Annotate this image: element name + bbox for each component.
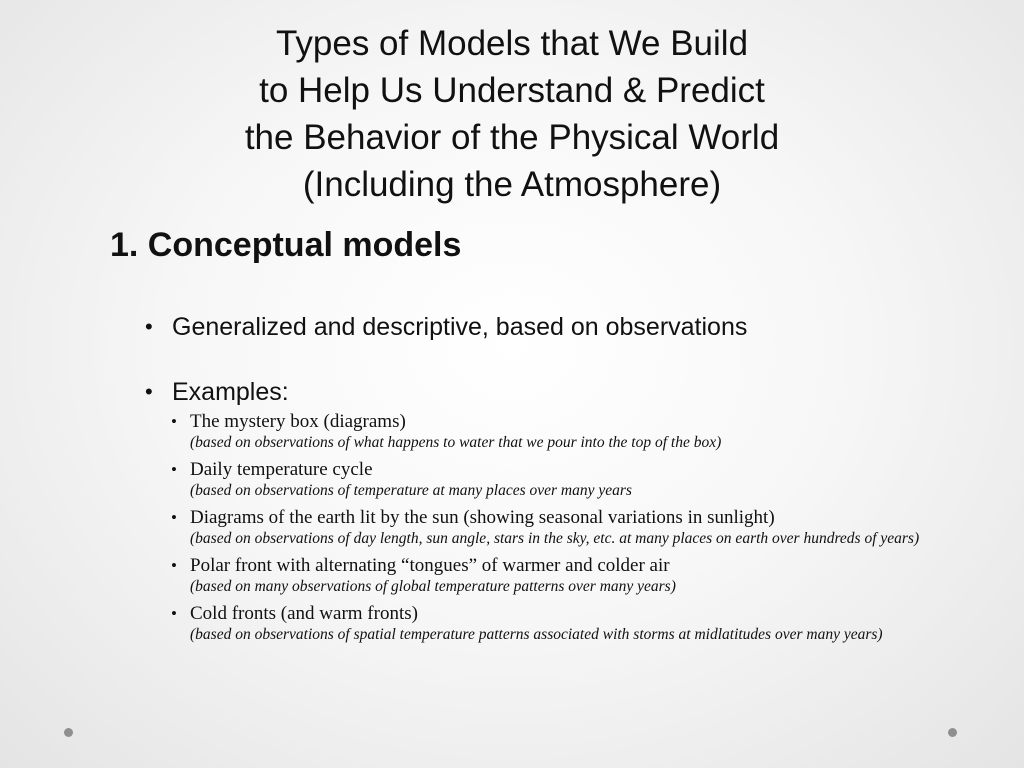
title-line: Types of Models that We Build <box>275 24 749 63</box>
bullet-icon: • <box>171 412 177 431</box>
example-note: (based on many observations of global temperature patterns over many years) <box>190 578 676 595</box>
example-item <box>171 459 961 501</box>
bullet-item <box>145 375 985 409</box>
example-text: The mystery box (diagrams) <box>190 411 406 432</box>
bullet-text: Examples: <box>172 378 289 406</box>
title-line: the Behavior of the Physical World <box>244 118 780 157</box>
example-text: Diagrams of the earth lit by the sun (showing seasonal variations in sunlight) <box>190 507 775 528</box>
example-item <box>171 555 961 597</box>
bullet-icon: • <box>145 314 153 339</box>
bullet-icon: • <box>171 556 177 575</box>
bullet-list <box>145 310 985 409</box>
example-note: (based on observations of day length, sun angle, stars in the sky, etc. at many places on earth over hundreds of years) <box>190 530 920 547</box>
example-text: Polar front with alternating “tongues” of warmer and colder air <box>190 555 670 576</box>
example-note: (based on observations of what happens to water that we pour into the top of the box) <box>190 434 722 451</box>
example-item <box>171 411 961 453</box>
example-note: (based on observations of spatial temperature patterns associated with storms at midlatitudes over many years) <box>190 626 883 643</box>
title-line: (Including the Atmosphere) <box>302 165 722 204</box>
example-note: (based on observations of temperature at many places over many years <box>190 482 632 499</box>
example-text: Cold fronts (and warm fronts) <box>190 603 418 624</box>
example-item <box>171 507 961 549</box>
example-item <box>171 603 961 645</box>
title-line: to Help Us Understand & Predict <box>259 71 765 110</box>
section-heading: 1. Conceptual models <box>110 226 462 264</box>
corner-dot-left-decoration <box>64 728 73 737</box>
bullet-icon: • <box>171 604 177 623</box>
bullet-icon: • <box>171 508 177 527</box>
slide-title <box>0 20 1024 208</box>
bullet-item <box>145 310 985 344</box>
corner-dot-right-decoration <box>948 728 957 737</box>
example-text: Daily temperature cycle <box>190 459 373 480</box>
bullet-icon: • <box>171 460 177 479</box>
bullet-icon: • <box>145 379 153 404</box>
examples-list <box>171 411 961 651</box>
bullet-text: Generalized and descriptive, based on observations <box>172 313 748 341</box>
